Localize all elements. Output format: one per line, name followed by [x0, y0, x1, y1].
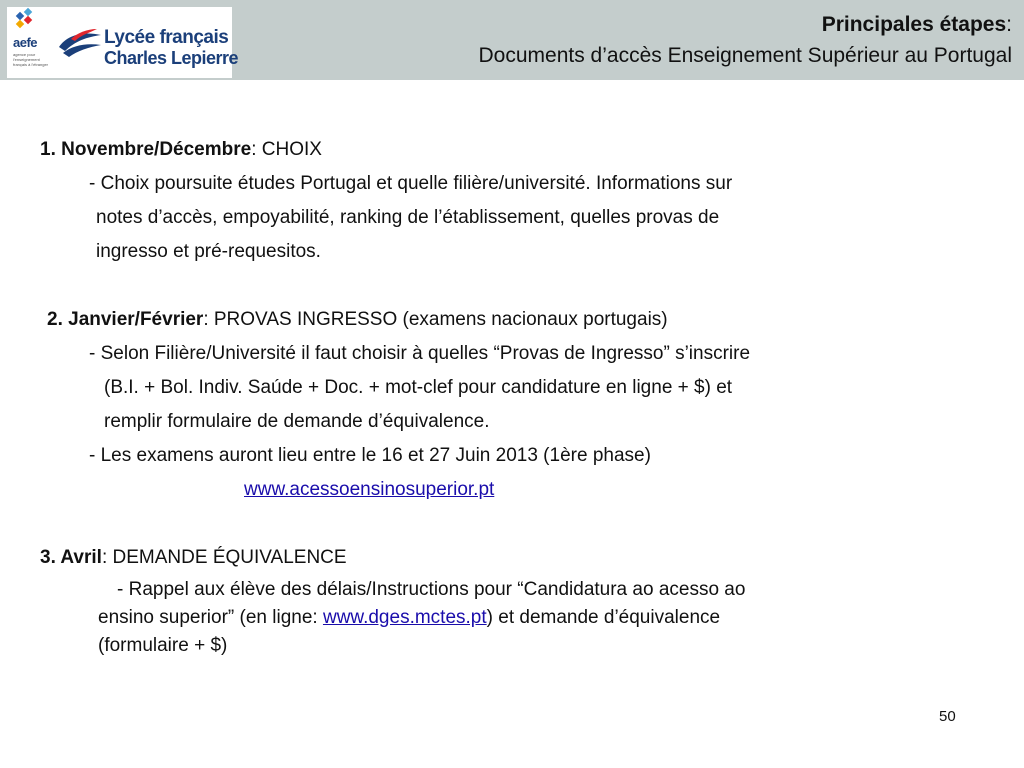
section-2-line-3: remplir formulaire de demande d’équivalence.: [104, 411, 490, 432]
section-2-heading: [47, 308, 668, 332]
section-3-line-2-after: ) et demande d’équivalence: [486, 607, 721, 628]
section-3-heading: [40, 546, 347, 570]
section-1-heading: [40, 138, 322, 162]
page-title: [822, 13, 1012, 37]
aefe-logo: [7, 7, 55, 78]
section-1-line-2: notes d’accès, empoyabilité, ranking de l’établissement, quelles provas de: [96, 207, 720, 228]
page-subtitle: Documents d’accès Enseignement Supérieur au Portugal: [478, 44, 1012, 67]
section-3-line-1: - Rappel aux élève des délais/Instructions pour “Candidatura ao acesso ao: [117, 579, 746, 600]
section-1-heading-bold: 1. Novembre/Décembre: [40, 139, 252, 160]
section-2-line-4: - Les examens auront lieu entre le 16 et 27 Juin 2013 (1ère phase): [89, 445, 651, 466]
section-3-heading-rest: : DEMANDE ÉQUIVALENCE: [101, 547, 347, 568]
dges-link[interactable]: www.dges.mctes.pt: [322, 607, 487, 628]
aefe-tagline: agence pour l'enseignement français à l'étranger: [13, 52, 49, 67]
school-logo: [7, 7, 239, 78]
section-3-line-2: [98, 606, 720, 630]
header-bar: [0, 0, 1024, 80]
section-2-line-2: (B.I. + Bol. Indiv. Saúde + Doc. + mot-clef pour candidature en ligne + $) et: [104, 377, 733, 398]
section-2-heading-rest: : PROVAS INGRESSO (examens nacionaux portugais): [203, 309, 668, 330]
section-3-line-3: (formulaire + $): [98, 635, 228, 656]
section-3-line-2-before: ensino superior” (en ligne:: [98, 607, 323, 628]
section-1-line-3: ingresso et pré-requesitos.: [96, 241, 321, 262]
school-name-line2: Charles Lepierre: [104, 48, 239, 68]
acesso-link[interactable]: www.acessoensinosuperior.pt: [244, 479, 495, 500]
section-1-line-1: - Choix poursuite études Portugal et quelle filière/université. Informations sur: [89, 173, 733, 194]
school-name-line1: Lycée français: [104, 27, 229, 48]
aefe-mark-icon: [7, 7, 55, 37]
page-number: 50: [939, 708, 956, 725]
section-3-heading-bold: 3. Avril: [40, 547, 102, 568]
section-2-heading-bold: 2. Janvier/Février: [47, 309, 204, 330]
section-2-link-line: [244, 478, 494, 502]
section-2-line-1: - Selon Filière/Université il faut choisir à quelles “Provas de Ingresso” s’inscrire: [89, 343, 751, 364]
lycee-emblem-icon: [57, 25, 103, 61]
section-1-heading-rest: : CHOIX: [251, 139, 322, 160]
page-title-colon: :: [1006, 13, 1012, 36]
aefe-wordmark: aefe: [13, 35, 38, 50]
page-title-bold: Principales étapes: [821, 13, 1007, 36]
